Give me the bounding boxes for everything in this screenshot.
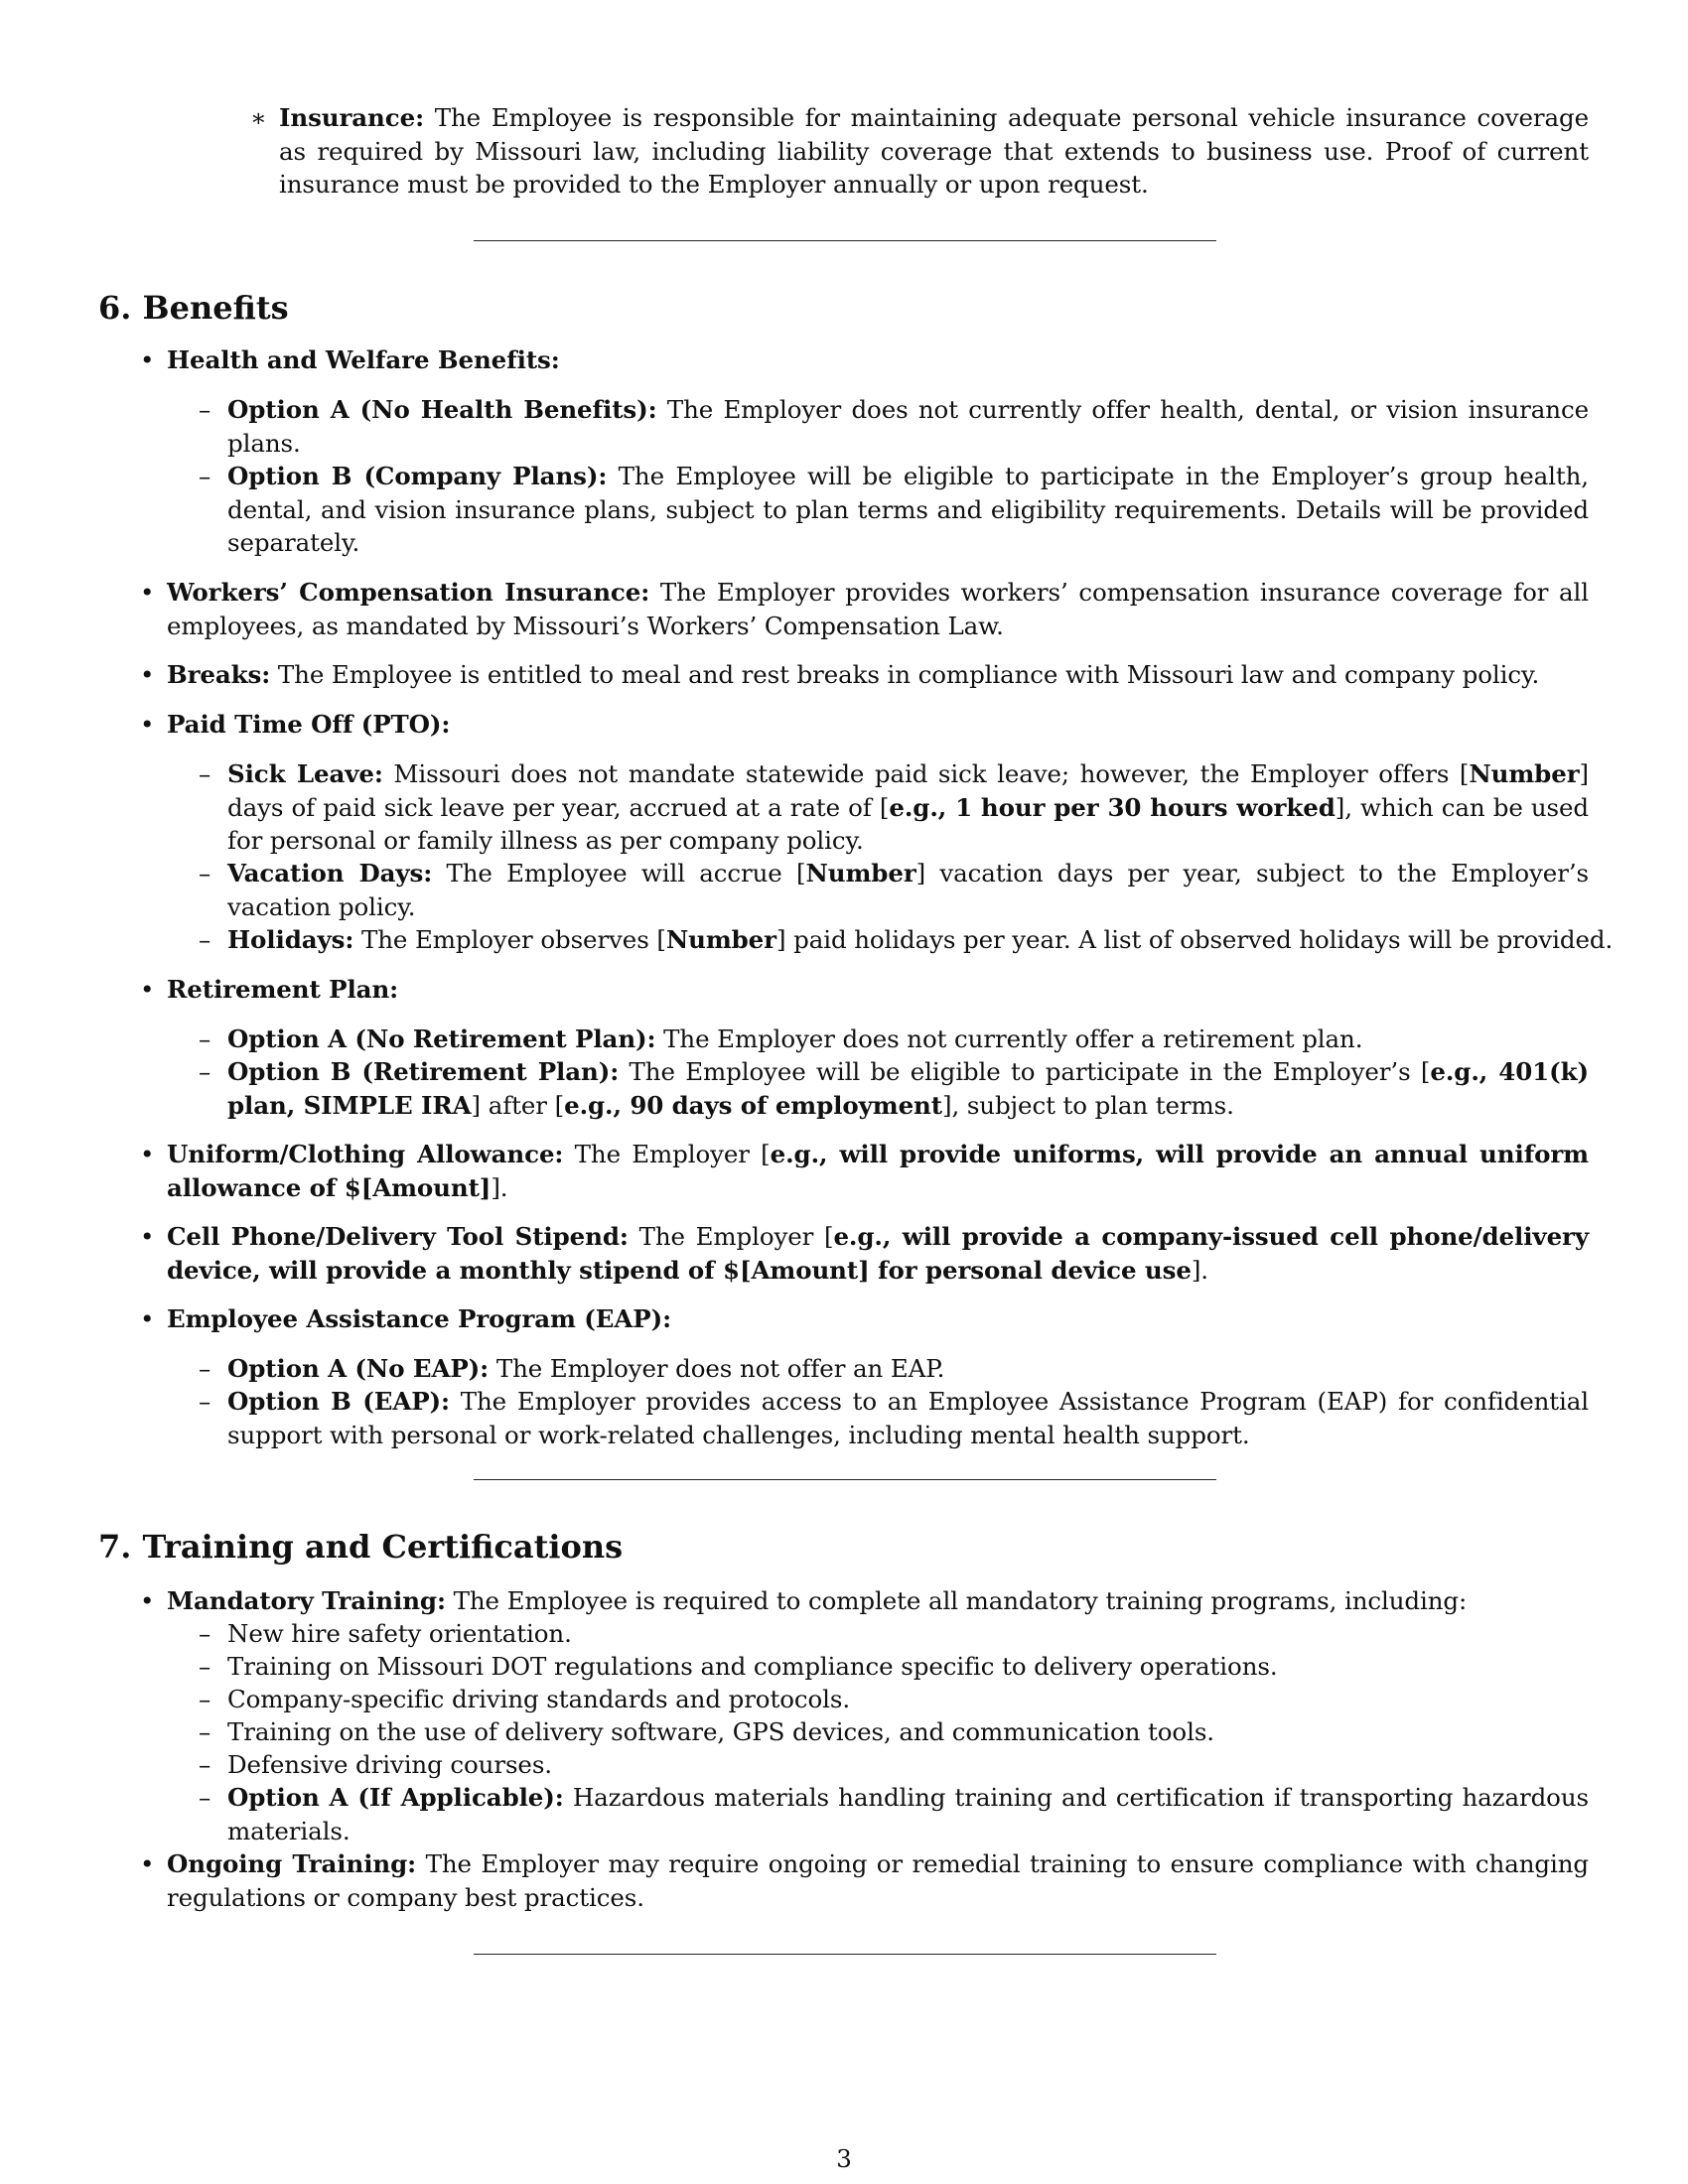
health-option-a-text: The Employer does not currently offer health, dental, or vision insurance plans. — [227, 395, 1589, 458]
training-option-a — [227, 1781, 1589, 1847]
vacation-text-1: The Employee will accrue [ — [446, 859, 806, 887]
holidays-label: Holidays: — [227, 925, 354, 954]
dash-bullet: – — [199, 859, 211, 887]
health-option-b-label: Option B (Company Plans): — [227, 462, 608, 490]
retirement-eligibility-placeholder: e.g., 90 days of employment — [564, 1090, 942, 1120]
dash-bullet: – — [199, 1024, 211, 1053]
holidays-text-2: ] paid holidays per year. A list of observed holidays will be provided. — [775, 925, 1614, 954]
ongoing-training-item — [167, 1847, 1589, 1914]
workers-comp-text: The Employer provides workers’ compensation insurance coverage for all employees, as mandated by Missouri’s Workers’ Compensation Law. — [167, 578, 1590, 640]
training-list-item: New hire safety orientation. — [227, 1619, 572, 1648]
eap-label: Employee Assistance Program (EAP): — [167, 1304, 672, 1333]
sick-leave-text-2: ] days of paid sick leave per year, accrued at a rate of [ — [227, 759, 1589, 822]
dash-bullet: – — [199, 1354, 211, 1383]
insurance-item — [279, 101, 1589, 202]
retirement-plan-placeholder: e.g., 401(k) plan, SIMPLE IRA — [227, 1057, 1589, 1120]
training-list-item: Company-specific driving standards and protocols. — [227, 1685, 851, 1713]
vacation-placeholder: Number — [805, 859, 916, 887]
training-option-a-text: Hazardous materials handling training and certification if transporting hazardous materials. — [227, 1783, 1589, 1845]
mandatory-training-label: Mandatory Training: — [167, 1586, 446, 1615]
dash-bullet: – — [199, 462, 211, 490]
mandatory-training-text: The Employee is required to complete all mandatory training programs, including: — [453, 1586, 1468, 1615]
eap-option-a — [227, 1352, 1589, 1386]
workers-comp-label: Workers’ Compensation Insurance: — [167, 578, 650, 607]
cell-phone-label: Cell Phone/Delivery Tool Stipend: — [167, 1222, 629, 1251]
holidays-text-1: The Employer observes [ — [361, 925, 666, 954]
section-divider — [474, 1479, 1216, 1480]
ongoing-training-label: Ongoing Training: — [167, 1849, 417, 1878]
breaks-label: Breaks: — [167, 660, 271, 689]
dash-bullet: – — [199, 1783, 211, 1812]
eap-option-b-label: Option B (EAP): — [227, 1387, 450, 1416]
bullet: • — [140, 975, 155, 1004]
bullet: • — [140, 660, 155, 689]
training-list-item: Training on Missouri DOT regulations and compliance specific to delivery operations. — [227, 1652, 1278, 1681]
asterisk-bullet: ∗ — [250, 103, 267, 132]
health-option-a-label: Option A (No Health Benefits): — [227, 395, 657, 424]
section-divider — [474, 1954, 1216, 1955]
eap-option-b — [227, 1385, 1589, 1451]
pto-label: Paid Time Off (PTO): — [167, 710, 451, 739]
retirement-item — [167, 973, 1589, 1007]
uniform-label: Uniform/Clothing Allowance: — [167, 1140, 564, 1168]
holidays-item — [227, 923, 1614, 957]
cell-phone-text-2: ]. — [1191, 1255, 1208, 1285]
page-number: 3 — [836, 2144, 852, 2173]
workers-comp-item — [167, 576, 1589, 642]
vacation-label: Vacation Days: — [227, 859, 433, 887]
sick-leave-text-1: Missouri does not mandate statewide paid sick leave; however, the Employer offers [ — [393, 759, 1470, 788]
health-option-b-text: The Employee will be eligible to participate in the Employer’s group health, dental, and vision insurance plans, subject to plan terms and eligibility requirements. Details will be provided separately. — [227, 462, 1589, 557]
retirement-option-b-text-3: ], subject to plan terms. — [941, 1090, 1234, 1120]
section-6-heading: 6. Benefits — [98, 289, 289, 327]
uniform-item — [167, 1138, 1589, 1204]
cell-phone-item — [167, 1220, 1589, 1287]
insurance-text: The Employee is responsible for maintaining adequate personal vehicle insurance coverage as required by Missouri law, including liability coverage that extends to business use. Proof of current insurance must be provided to the Employer annually or upon request. — [279, 103, 1589, 199]
training-list-item: Training on the use of delivery software, GPS devices, and communication tools. — [227, 1717, 1214, 1746]
ongoing-training-text: The Employer may require ongoing or remedial training to ensure compliance with changing regulations or company best practices. — [167, 1849, 1589, 1912]
breaks-item — [167, 658, 1589, 692]
breaks-text: The Employee is entitled to meal and rest breaks in compliance with Missouri law and company policy. — [277, 660, 1540, 689]
mandatory-training-item — [167, 1584, 1589, 1618]
sick-leave-text-3: ], which can be used for personal or family illness as per company policy. — [227, 792, 1589, 855]
sick-leave-label: Sick Leave: — [227, 759, 383, 788]
bullet: • — [140, 710, 155, 739]
uniform-text-2: ]. — [491, 1172, 508, 1202]
eap-option-a-label: Option A (No EAP): — [227, 1354, 490, 1383]
section-7-heading: 7. Training and Certifications — [98, 1528, 624, 1566]
retirement-option-b-text-2: ] after [ — [471, 1090, 565, 1120]
sick-leave-item — [227, 757, 1589, 858]
retirement-option-b-text-1: The Employee will be eligible to participate in the Employer’s [ — [629, 1057, 1431, 1086]
section-divider — [474, 240, 1216, 241]
bullet: • — [140, 578, 155, 607]
health-option-b — [227, 460, 1589, 560]
health-welfare-item — [167, 343, 1589, 377]
dash-bullet: – — [199, 1685, 211, 1713]
retirement-option-a-label: Option A (No Retirement Plan): — [227, 1024, 656, 1053]
sick-leave-placeholder-rate: e.g., 1 hour per 30 hours worked — [889, 792, 1336, 822]
uniform-placeholder: e.g., will provide uniforms, will provide an annual uniform allowance of $[Amount] — [167, 1140, 1590, 1202]
dash-bullet: – — [199, 1652, 211, 1681]
dash-bullet: – — [199, 1057, 211, 1086]
eap-option-a-text: The Employer does not offer an EAP. — [495, 1354, 945, 1383]
dash-bullet: – — [199, 1619, 211, 1648]
retirement-option-b — [227, 1055, 1589, 1122]
vacation-item — [227, 857, 1589, 923]
bullet: • — [140, 1304, 155, 1333]
bullet: • — [140, 1222, 155, 1251]
vacation-text-2: ] vacation days per year, subject to the Employer’s vacation policy. — [227, 859, 1589, 921]
health-welfare-label: Health and Welfare Benefits: — [167, 345, 560, 374]
bullet: • — [140, 345, 155, 374]
cell-phone-placeholder: e.g., will provide a company-issued cell phone/delivery device, will provide a monthly stipend of $[Amount] for personal device use — [167, 1222, 1589, 1285]
retirement-option-b-label: Option B (Retirement Plan): — [227, 1057, 620, 1086]
dash-bullet: – — [199, 395, 211, 424]
eap-item — [167, 1302, 1589, 1336]
pto-item — [167, 708, 1589, 742]
retirement-option-a-text: The Employer does not currently offer a retirement plan. — [663, 1024, 1363, 1053]
dash-bullet: – — [199, 925, 211, 954]
insurance-label: Insurance: — [279, 103, 425, 132]
retirement-option-a — [227, 1023, 1589, 1056]
dash-bullet: – — [199, 1717, 211, 1746]
dash-bullet: – — [199, 1750, 211, 1779]
dash-bullet: – — [199, 759, 211, 788]
bullet: • — [140, 1140, 155, 1168]
training-list-item: Defensive driving courses. — [227, 1750, 552, 1779]
eap-option-b-text: The Employer provides access to an Employee Assistance Program (EAP) for confidential support with personal or work-related challenges, including mental health support. — [227, 1387, 1589, 1449]
training-option-a-label: Option A (If Applicable): — [227, 1783, 564, 1812]
dash-bullet: – — [199, 1387, 211, 1416]
bullet: • — [140, 1586, 155, 1615]
bullet: • — [140, 1849, 155, 1878]
holidays-placeholder: Number — [665, 925, 776, 954]
cell-phone-text-1: The Employer [ — [638, 1222, 834, 1251]
health-option-a — [227, 393, 1589, 460]
sick-leave-placeholder-days: Number — [1469, 759, 1580, 788]
uniform-text-1: The Employer [ — [574, 1140, 771, 1168]
retirement-label: Retirement Plan: — [167, 975, 399, 1004]
